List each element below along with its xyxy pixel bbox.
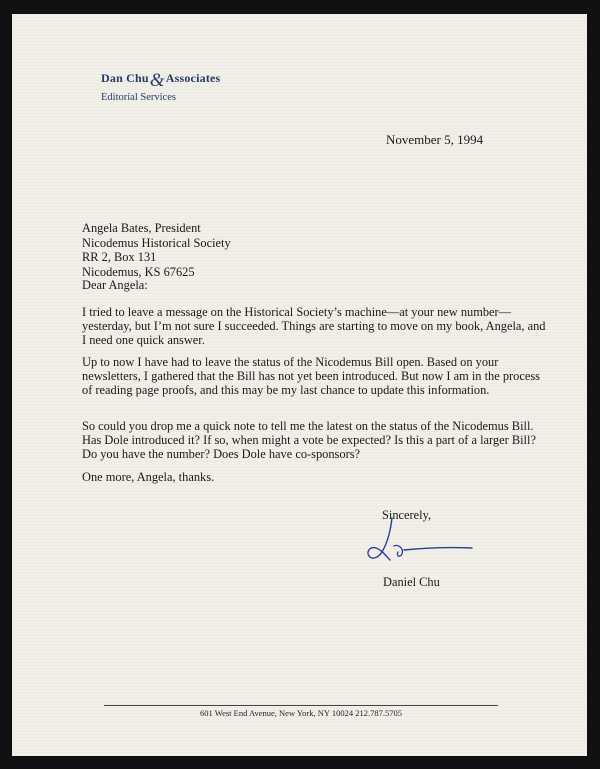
closing: Sincerely,	[382, 508, 432, 522]
body-paragraph-4: One more, Angela, thanks.	[82, 470, 215, 484]
body-paragraph-3: So could you drop me a quick note to tell me the latest on the status of the Nicodemus Bill. Has Dole introduced it? If so, when might a vote be expected? Is this a part of a larger Bill? Do you have the number? Does Dole have co-sponsors?	[82, 419, 536, 461]
body-paragraph-2: Up to now I have had to leave the status of the Nicodemus Bill open. Based on your newsletters, I gathered that the Bill has not yet been introduced. But now I am in the process of reading page proofs, and this may be my last chance to update this information.	[82, 355, 540, 397]
recipient-line: Nicodemus, KS 67625	[82, 264, 195, 279]
letter-page	[12, 14, 587, 756]
handwritten-signature	[364, 516, 474, 566]
letterhead-company-name	[101, 66, 221, 91]
footer-address: 601 West End Avenue, New York, NY 10024 212.787.5705	[200, 708, 402, 718]
recipient-line: Nicodemus Historical Society	[82, 235, 231, 250]
recipient-line: RR 2, Box 131	[82, 250, 157, 265]
letterhead	[101, 66, 220, 103]
body-paragraph-1: I tried to leave a message on the Historical Society’s machine—at your new number—yesterday, but I’m not sure I succeeded. Things are starting to move on my book, Angela, and I need one quick answer.	[82, 305, 546, 347]
letterhead-name-part1: Dan Chu	[101, 71, 149, 85]
footer-divider	[104, 705, 498, 706]
letterhead-name-part2: Associates	[165, 71, 221, 85]
signer-name: Daniel Chu	[383, 575, 440, 589]
recipient-line: Angela Bates, President	[82, 221, 201, 235]
letterhead-subtitle: Editorial Services	[101, 92, 176, 103]
letter-date: November 5, 1994	[386, 132, 484, 147]
salutation: Dear Angela:	[82, 278, 148, 292]
letterhead-ampersand: &	[149, 70, 165, 91]
recipient-address	[82, 221, 231, 279]
